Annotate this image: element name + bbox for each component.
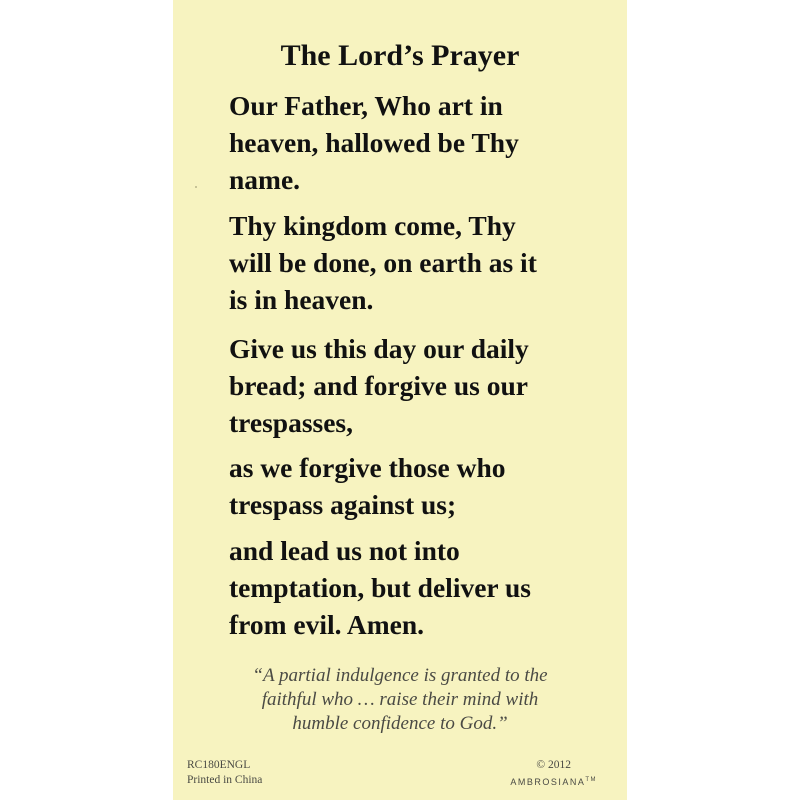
footer-copyright [510,758,597,790]
prayer-stanza-3: Give us this day our daily bread; and forgive us our trespasses, [229,333,529,438]
copyright-text: © 2012 [536,759,571,771]
printed-in-text: Printed in China [187,774,263,786]
paper-speck [195,186,197,188]
prayer-stanza-1: Our Father, Who art in heaven, hallowed be Thy name. [229,90,519,195]
footer-print-info [187,758,262,788]
publisher-brand [510,773,597,790]
product-code: RC180ENGL [187,759,251,771]
prayer-card [173,0,627,800]
indulgence-quote: “A partial indulgence is granted to the faithful who … raise their mind with humble confidence to God.” [252,665,548,734]
prayer-stanza-5: and lead us not into temptation, but deliver us from evil. Amen. [229,535,532,640]
prayer-stanza-2: Thy kingdom come, Thy will be done, on earth as it is in heaven. [229,210,537,315]
prayer-stanza-4: as we forgive those who trespass against us; [229,452,506,520]
publisher-brand-name: AMBROSIANA [510,777,586,787]
prayer-title: The Lord’s Prayer [280,39,520,72]
trademark-mark: TM [585,777,597,783]
